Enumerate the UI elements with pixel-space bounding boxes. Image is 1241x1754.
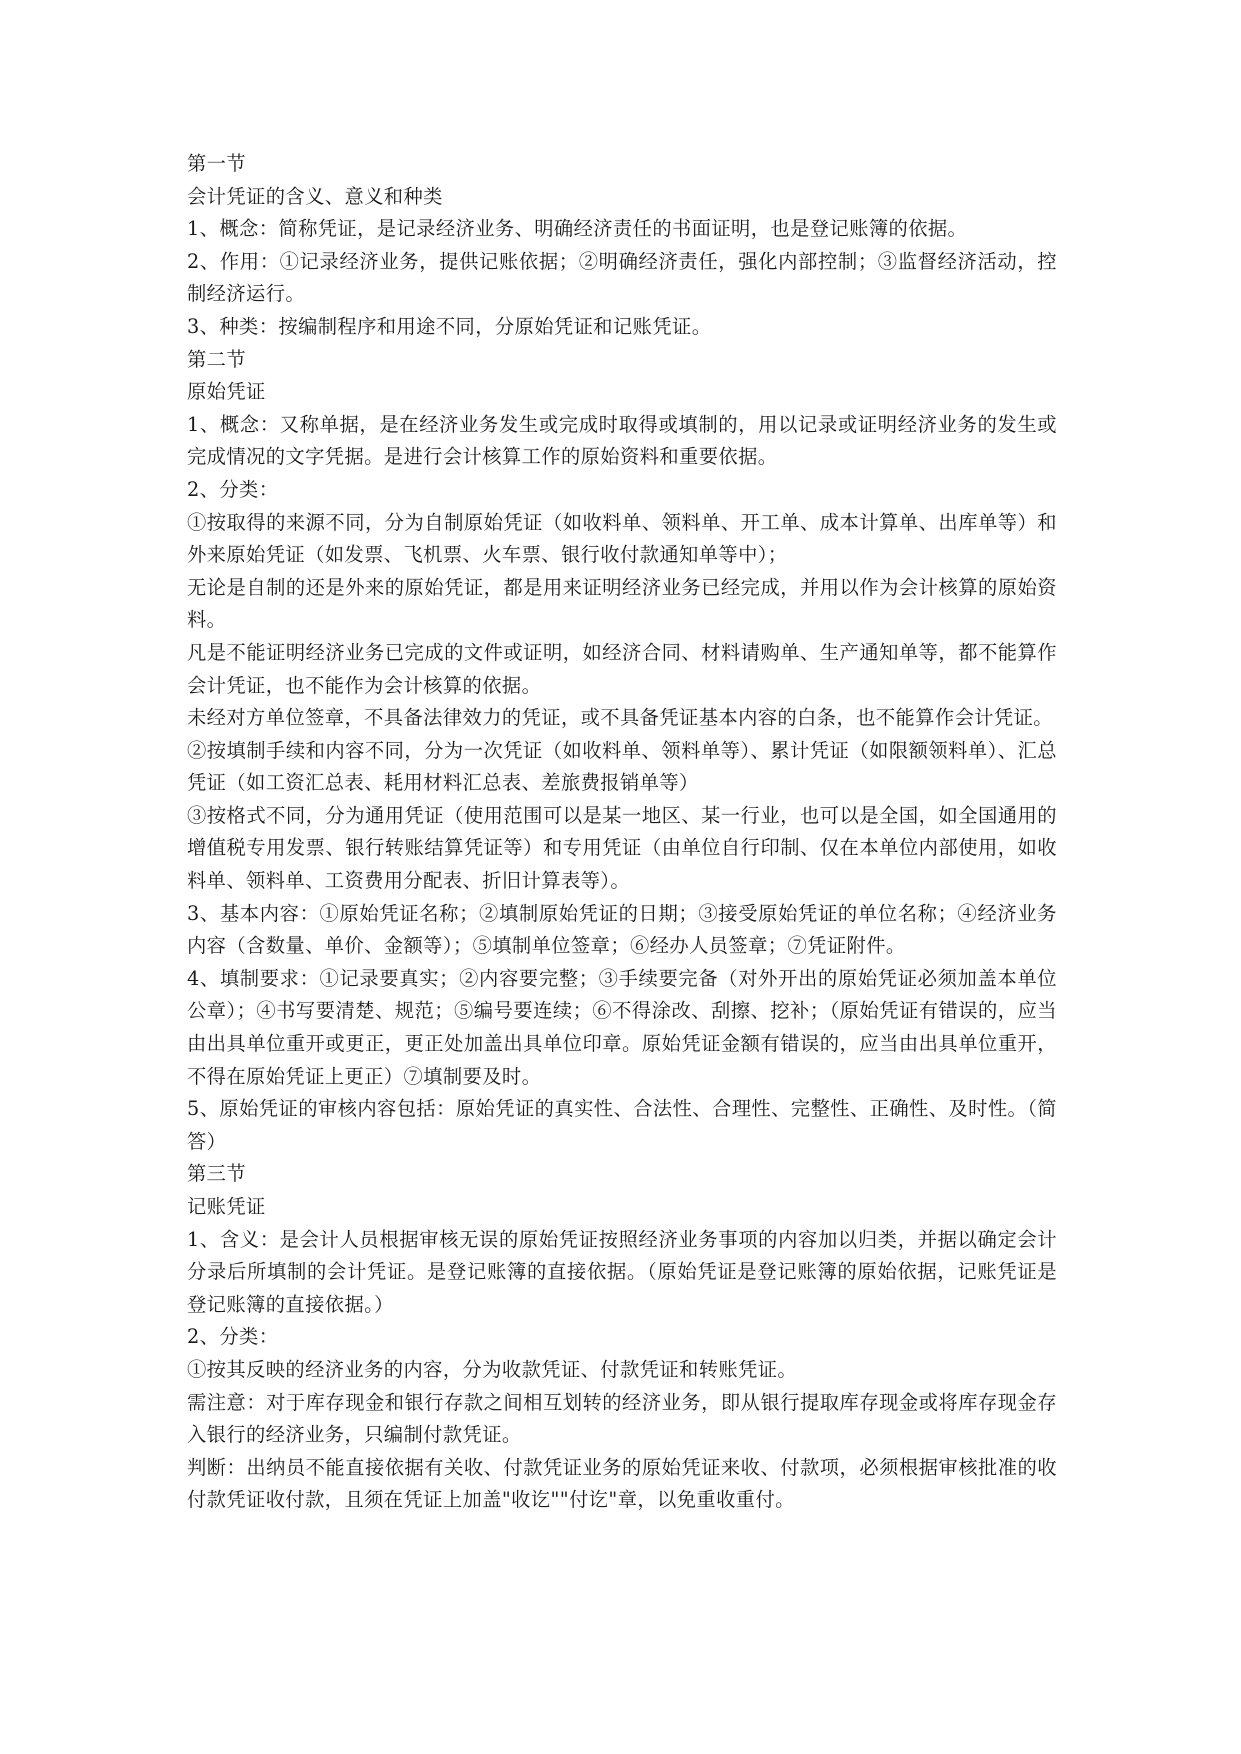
section-title-2: 原始凭证 (187, 380, 266, 404)
paragraph: ②按填制手续和内容不同，分为一次凭证（如收料单、领料单等）、累计凭证（如限额领料单）、汇总凭证（如工资汇总表、耗用材料汇总表、差旅费报销单等） (187, 738, 1057, 795)
paragraph: 1、含义：是会计人员根据审核无误的原始凭证按照经济业务事项的内容加以归类，并据以确定会计分录后所填制的会计凭证。是登记账簿的直接依据。（原始凭证是登记账簿的原始依据，记账凭证是登记账簿的直接依据。） (187, 1227, 1057, 1316)
paragraph: 需注意：对于库存现金和银行存款之间相互划转的经济业务，即从银行提取库存现金或将库存现金存入银行的经济业务，只编制付款凭证。 (187, 1390, 1057, 1447)
document-body (187, 148, 1057, 1517)
section-heading-3: 第三节 (187, 1162, 247, 1186)
paragraph: 3、种类：按编制程序和用途不同，分原始凭证和记账凭证。 (187, 314, 712, 338)
paragraph: 2、分类： (187, 1325, 279, 1349)
paragraph: 2、分类： (187, 477, 279, 501)
section-title-1: 会计凭证的含义、意义和种类 (187, 184, 443, 208)
paragraph: 2、作用：①记录经济业务，提供记账依据；②明确经济责任，强化内部控制；③监督经济活动，控制经济运行。 (187, 249, 1057, 306)
paragraph: 1、概念：又称单据，是在经济业务发生或完成时取得或填制的，用以记录或证明经济业务的发生或完成情况的文字凭据。是进行会计核算工作的原始资料和重要依据。 (187, 412, 1057, 469)
paragraph: 1、概念：简称凭证，是记录经济业务、明确经济责任的书面证明，也是登记账簿的依据。 (187, 217, 968, 241)
section-title-3: 记账凭证 (187, 1195, 266, 1218)
paragraph: ③按格式不同，分为通用凭证（使用范围可以是某一地区、某一行业，也可以是全国，如全国通用的增值税专用发票、银行转账结算凭证等）和专用凭证（由单位自行印制、仅在本单位内部使用，如收料单、领料单、工资费用分配表、折旧计算表等）。 (187, 803, 1057, 893)
section-heading-2: 第二节 (187, 347, 247, 371)
paragraph: 4、填制要求：①记录要真实；②内容要完整；③手续要完备（对外开出的原始凭证必须加盖本单位公章）；④书写要清楚、规范；⑤编号要连续；⑥不得涂改、刮擦、挖补；（原始凭证有错误的，应当由出具单位重开或更正，更正处加盖出具单位印章。原始凭证金额有错误的，应当由出具单位重开，不得在原始凭证上更正）⑦填制要及时。 (187, 966, 1057, 1088)
paragraph: 无论是自制的还是外来的原始凭证，都是用来证明经济业务已经完成，并用以作为会计核算的原始资料。 (187, 575, 1057, 632)
paragraph: 3、基本内容：①原始凭证名称；②填制原始凭证的日期；③接受原始凭证的单位名称；④经济业务内容（含数量、单价、金额等）；⑤填制单位签章；⑥经办人员签章；⑦凭证附件。 (187, 901, 1057, 958)
paragraph: 5、原始凭证的审核内容包括：原始凭证的真实性、合法性、合理性、完整性、正确性、及时性。（简答） (187, 1097, 1057, 1153)
section-heading-1: 第一节 (187, 152, 247, 175)
paragraph: 未经对方单位签章，不具备法律效力的凭证，或不具备凭证基本内容的白条，也不能算作会计凭证。 (187, 706, 1053, 730)
paragraph: 凡是不能证明经济业务已完成的文件或证明，如经济合同、材料请购单、生产通知单等，都不能算作会计凭证，也不能作为会计核算的依据。 (187, 640, 1057, 697)
paragraph: 判断：出纳员不能直接依据有关收、付款凭证业务的原始凭证来收、付款项，必须根据审核批准的收付款凭证收付款，且须在凭证上加盖"收讫""付讫"章，以免重收重付。 (187, 1455, 1057, 1512)
paragraph: ①按取得的来源不同，分为自制原始凭证（如收料单、领料单、开工单、成本计算单、出库单等）和外来原始凭证（如发票、飞机票、火车票、银行收付款通知单等中）； (187, 510, 1057, 567)
paragraph: ①按其反映的经济业务的内容，分为收款凭证、付款凭证和转账凭证。 (187, 1357, 798, 1381)
